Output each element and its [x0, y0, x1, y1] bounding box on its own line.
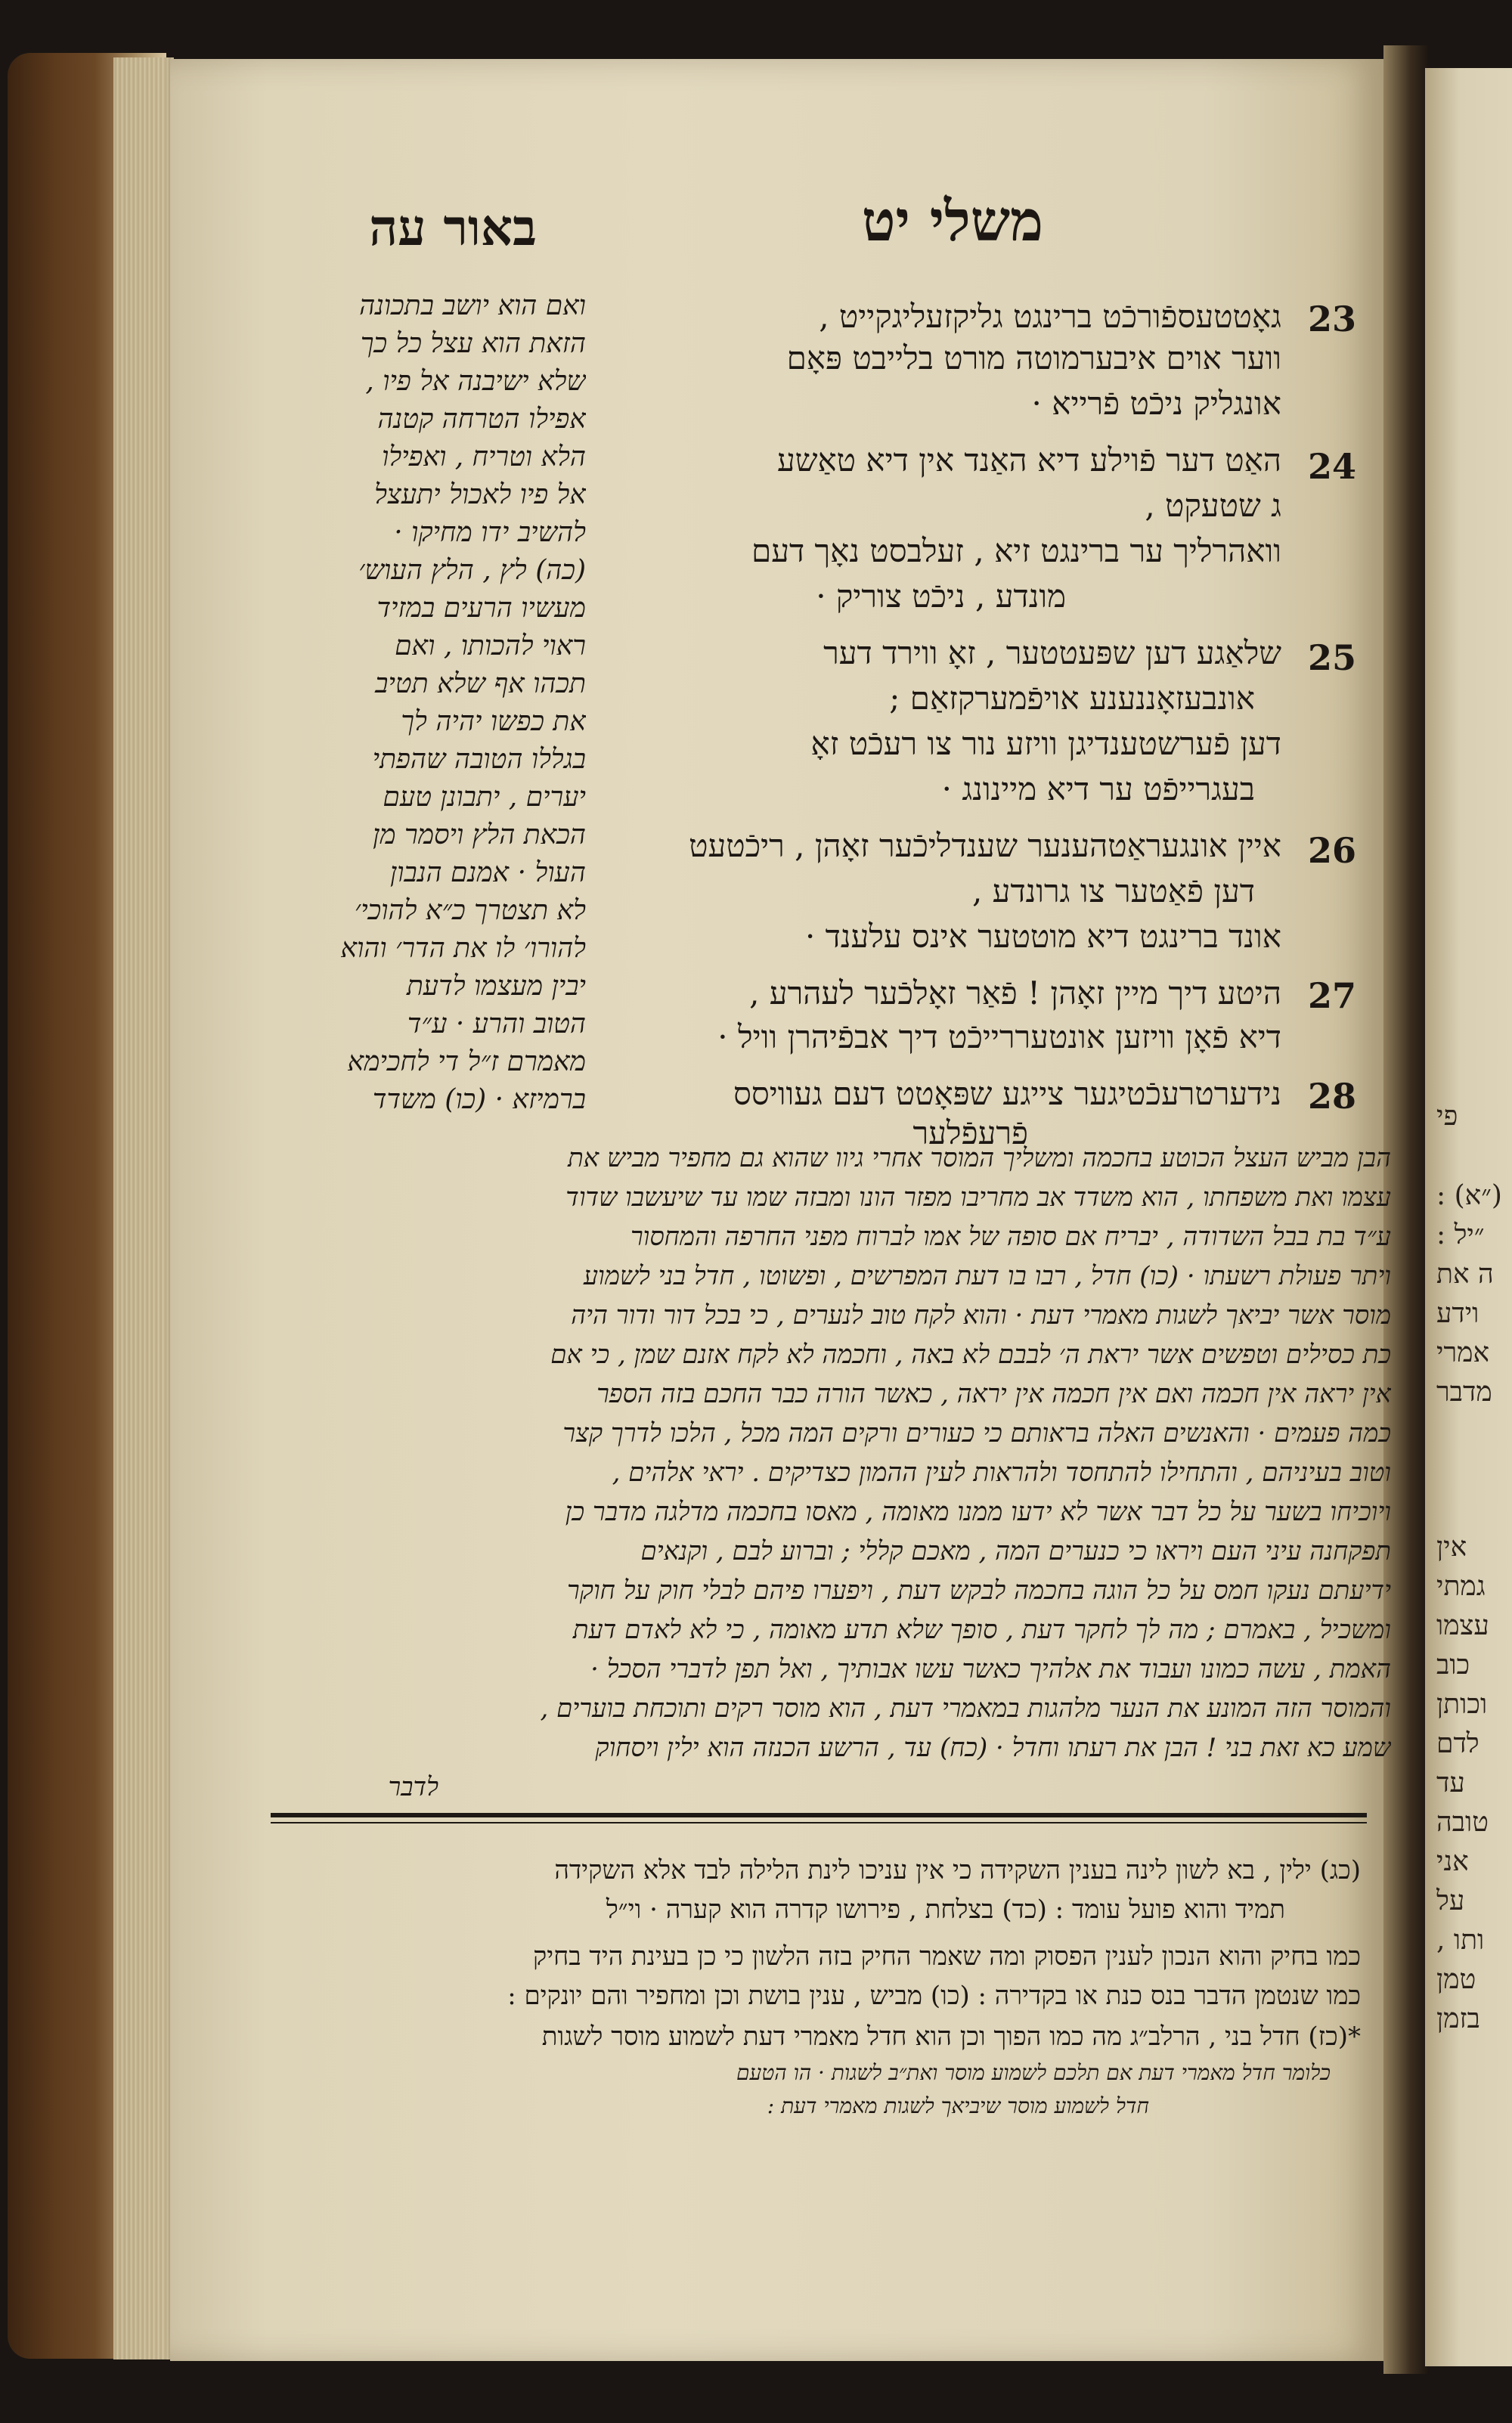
next-page-fragment: על [1436, 1885, 1465, 1916]
next-page-fragment: פי [1436, 1101, 1458, 1132]
verse-line: גאָטטעספֿורכֿט ברינגט גליקזעליגקייט , [819, 298, 1281, 335]
commentary-wide-line: ויתר פעולת רשעתו · (כו) חדל , רבו בו דעת המפרשים , ופשוטו , חדל בני לשמוע [583, 1261, 1391, 1291]
next-page-fragment: ה את [1436, 1259, 1494, 1290]
verse-line: וואהרליך ער ברינגט זיא , זעלבסט נאָך דעם [751, 532, 1281, 569]
next-page-fragment: לדם [1436, 1728, 1479, 1759]
commentary-line: לא תצטרך כ״א להוכי׳ [354, 895, 586, 926]
commentary-line: ברמיזא · (כו) משדד [372, 1084, 586, 1115]
commentary-line: ראוי להכותו , ואם [395, 631, 586, 662]
commentary-line: מאמרם ז״ל די לחכימא [347, 1046, 586, 1077]
verse-number: 27 [1308, 975, 1357, 1016]
next-page-fragment: גמתי [1436, 1571, 1486, 1602]
commentary-wide-line: ומשכיל , באמרם ; מה לך לחקר דעת , סופך שלא תדע מאומה , כי לא לאדם דעת [572, 1615, 1391, 1645]
verse-line: בעגרייפֿט ער דיא מיינונג · [941, 770, 1255, 807]
page-subtitle: באור עה [369, 198, 537, 257]
commentary-line: ואם הוא יושב בתכונה [359, 290, 586, 321]
verse-line: איין אונגעראַטהענער שענדליכֿער זאָהן , ריכֿטעט [689, 827, 1281, 864]
footnote-line: כמו שנטמן הדבר בנס כנת או בקדירה : (כו) מביש , ענין בושת וכן ומחפיר והם יונקים : [507, 1981, 1361, 2011]
commentary-wide-line: לדבר [388, 1772, 438, 1802]
commentary-wide-line: הבן מביש העצל הכוטע בחכמה ומשליך המוסר אחרי גיוו שהוא גם מחפיר מביש את [568, 1143, 1391, 1173]
verse-number: 23 [1308, 299, 1357, 339]
commentary-wide-line: וטוב בעיניהם , והתחילו להתחסד ולהראות לעין ההמון כצדיקים . יראי אלהים , [612, 1458, 1391, 1488]
verse-number: 24 [1308, 446, 1357, 487]
page-title: משלי יט [861, 189, 1043, 254]
next-page-fragment: ותו , [1436, 1925, 1485, 1956]
commentary-wide-line: והמוסר הזה המונע את הנער מלהגות במאמרי דעת , הוא מוסר רקים ותוכחת בוערים , [540, 1693, 1391, 1724]
next-page-fragment: טובה [1436, 1807, 1489, 1838]
next-page-fragment: בזמן [1436, 2003, 1480, 2034]
commentary-line: הזאת הוא עצל כל כך [360, 328, 586, 359]
verse-line: מונדע , ניכֿט צוריק · [816, 578, 1066, 615]
footnote-line: *(כז) חדל בני , הרלב״ג מה כמו הפוך וכן הוא חדל מאמרי דעת לשמוע מוסר לשגות [541, 2022, 1361, 2052]
footnote-line: (כג) ילין , בא לשון לינה בענין השקידה כי אין עניכו לינת הלילה לבד אלא השקידה [554, 1855, 1361, 1885]
footnote-line: כלומר חדל מאמרי דעת אם תלכם לשמוע מוסר ואת״ב לשגות · הו הטעם [736, 2060, 1331, 2085]
verse-line: ג שטעקט , [1145, 487, 1281, 524]
next-page-fragment: אמרי [1436, 1337, 1490, 1368]
footnote-divider [271, 1813, 1367, 1817]
next-page-fragment: אין [1436, 1532, 1467, 1563]
commentary-line: תכהו אף שלא תטיב [375, 668, 586, 699]
next-page-fragment: עצמו [1436, 1610, 1489, 1641]
commentary-wide-line: כת כסילים וטפשים אשר יראת ה׳ לבבם לא באה , וחכמה לא לקח אזנם שמן , כי אם [550, 1340, 1391, 1370]
verse-number: 28 [1308, 1076, 1357, 1117]
verse-line: אונד ברינגט דיא מוטטער אינס עלענד · [804, 918, 1281, 955]
commentary-line: יערים , יתבונן טעם [383, 782, 586, 813]
commentary-line: (כה) לץ , הלץ העוש׳ [358, 555, 586, 586]
commentary-wide-line: האמת , עשה כמונו ועבוד את אלהיך כאשר עשו אבותיך , ואל תפן לדברי הסכל · [590, 1654, 1391, 1684]
commentary-wide-line: מוסר אשר יביאך לשגות מאמרי דעת · והוא לקח טוב לנערים , כי בכל דור ודור היה [571, 1300, 1391, 1331]
commentary-wide-line: תפקחנה עיני העם ויראו כי כנערים המה , מאכם קללי ; וברוע לבם , וקנאים [640, 1536, 1391, 1566]
commentary-wide-line: כמה פעמים · והאנשים האלה בראותם כי כעורים ורקים המה מכל , הלכו לדרך קצר [562, 1418, 1391, 1449]
next-page-fragment: עד [1436, 1768, 1465, 1799]
page-stack-edge [113, 57, 174, 2359]
verse-line: דיא פֿאָן וויזען אונטעררייכֿט דיך אבפֿיהרן וויל · [717, 1018, 1281, 1055]
verse-line: היטע דיך מיין זאָהן ! פֿאַר זאָלכֿער לעהרע , [749, 974, 1281, 1012]
verse-line: נידערטרעכֿטיגער צייגע שפּאָטט דעם געוויסס [733, 1075, 1281, 1112]
verse-line: דען פֿערשטענדיגן וויזע נור צו רעכֿט זאָ [810, 725, 1281, 762]
commentary-line: להורו׳ לו את הדר׳ והוא [340, 933, 586, 964]
commentary-line: אל פיו לאכול יתעצל [374, 479, 586, 510]
verse-line: פֿרעפֿלער [912, 1114, 1028, 1151]
commentary-line: מעשיו הרעים במזיד [376, 593, 586, 624]
footnote-line: חדל לשמוע מוסר שיביאך לשגות מאמרי דעת : [767, 2093, 1149, 2118]
commentary-wide-line: ע״ד בת בבל השדודה , יבריח אם סופה של אמו לברוח מפני החרפה והמחסור [630, 1222, 1391, 1252]
verse-line: דען פֿאַטער צו גרונדע , [971, 872, 1255, 909]
commentary-line: שלא ישיבנה אל פיו , [365, 366, 586, 397]
verse-line: שלאַגע דען שפּעטטער , זאָ ווירד דער [823, 634, 1281, 671]
footnote-line: תמיד והוא פועל עומד : (כד) בצלחת , פירושו קדרה הוא קערה · וי״ל [606, 1895, 1285, 1925]
commentary-wide-line: עצמו ואת משפחתו , הוא משדד אב מחריבו מפזר הונו ומבזה שמו עד שיעשבו שדוד [565, 1182, 1391, 1213]
commentary-wide-line: שמע כא זאת בני ! הבן את רעתו וחדל · (כח) עד , הרשע הכנזה הוא ילין ויסחוק [595, 1733, 1391, 1763]
commentary-wide-line: ויוכיחו בשער על כל דבר אשר לא ידעו ממנו מאומה , מאסו בחכמה מדלגה מדבר כן [565, 1497, 1391, 1527]
next-page-fragment: (״א) : [1436, 1180, 1502, 1211]
commentary-line: העול · אמנם הנבון [390, 857, 586, 888]
next-page-fragment: מדבר [1436, 1377, 1492, 1408]
commentary-wide-line: אין יראה אין חכמה ואם אין חכמה אין יראה , כאשר הורה כבר החכם בזה הספר [596, 1379, 1391, 1409]
verse-line: האַט דער פֿוילע דיא האַנד אין דיא טאַשע [776, 442, 1281, 479]
footnote-divider-thin [271, 1822, 1367, 1823]
verse-number: 26 [1308, 830, 1357, 871]
footnote-line: כמו בחיק והוא הנכון לענין הפסוק ומה שאמר החיק בזה הלשון כי כן בעינת היד בחיק [533, 1941, 1361, 1972]
next-page-fragment: וידע [1436, 1298, 1479, 1329]
verse-number: 25 [1308, 637, 1357, 678]
commentary-line: בגללו הטובה שהפתי [372, 744, 586, 775]
commentary-wide-line: ידיעתם נעקו חמס על כל הוגה בחכמה לבקש דעת , ויפערו פיהם לבלי חוק על חוקר [567, 1576, 1391, 1606]
commentary-line: הכאת הלץ ויסמר מן [373, 820, 586, 851]
commentary-line: יבין מעצמו לדעת [406, 971, 586, 1002]
verse-line: אונגליק ניכֿט פֿרייא · [1031, 385, 1281, 422]
verse-line: אונבעזאָננענע אויפֿמערקזאַם ; [889, 680, 1255, 717]
next-page-fragment: טמן [1436, 1964, 1476, 1995]
commentary-line: את כפשו יהיה לך [401, 706, 586, 737]
next-page-fragment: אני [1436, 1846, 1469, 1877]
next-page-fragment: כוב [1436, 1650, 1470, 1681]
commentary-line: אפילו הטרחה קטנה [377, 404, 586, 435]
verse-line: ווער אוים איבערמוטה מורט בלייבט פּאָם [786, 339, 1281, 376]
next-page-fragment: וכותן [1436, 1689, 1488, 1720]
commentary-line: הלא וטריח , ואפילו [382, 442, 586, 473]
next-page-fragment: ״יל : [1436, 1219, 1485, 1250]
commentary-line: להשיב ידו מחיקו · [394, 517, 586, 548]
commentary-line: הטוב והרע · ע״ד [407, 1009, 586, 1040]
